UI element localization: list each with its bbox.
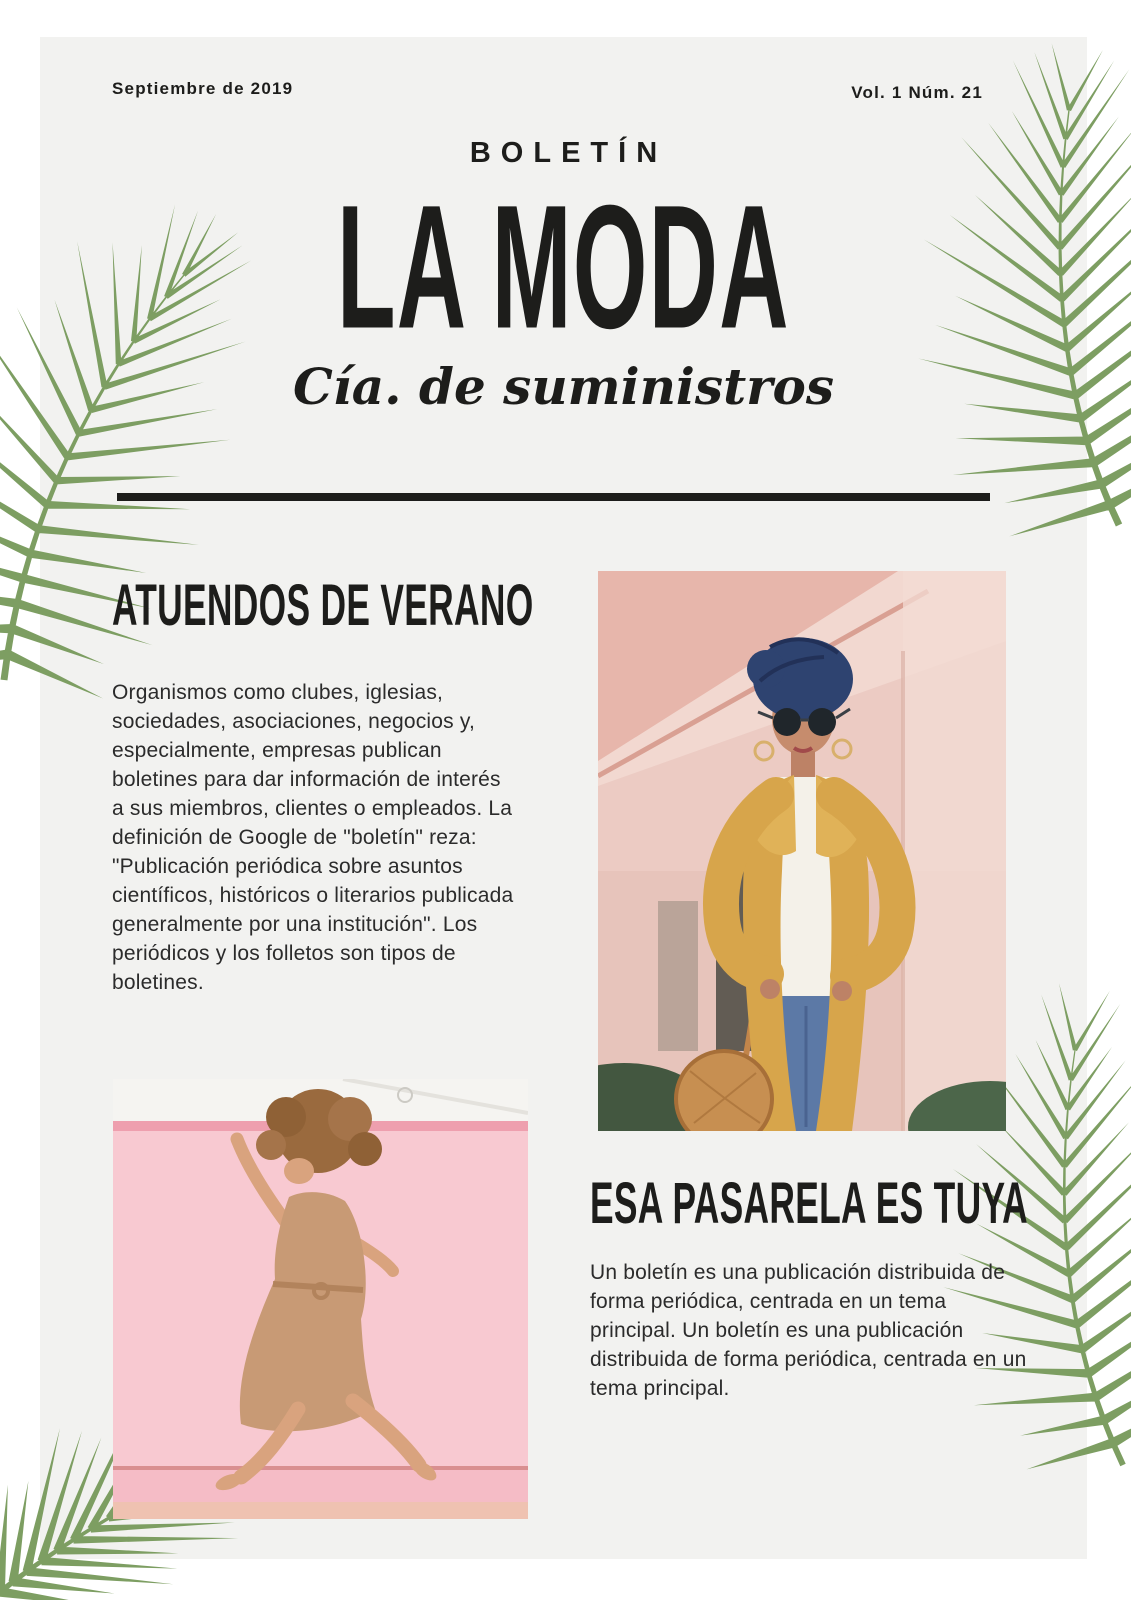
kicker-label: BOLETÍN [469, 137, 668, 169]
article-heading-text: ATUENDOS DE VERANO [112, 573, 534, 638]
page-subtitle: Cía. de suministros [292, 357, 834, 416]
jumping-model-photo [113, 1079, 528, 1519]
street-style-photo-art [598, 571, 1006, 1131]
jumping-model-photo-art [113, 1079, 528, 1519]
article-heading-runway [590, 1171, 1131, 1236]
issue-date: Septiembre de 2019 [112, 79, 294, 98]
volume-number: Vol. 1 Núm. 21 [851, 83, 983, 102]
article-body-runway: Un boletín es una publicación distribuida de forma periódica, centrada en un tema principal. Un boletín es una publicación distribuida de forma periódica, centrada en un tema principal. [590, 1261, 1027, 1400]
article-body-summer-outfits: Organismos como clubes, iglesias, sociedades, asociaciones, negocios y, especialmente, empresas publican boletines para dar información de interés a sus miembros, clientes o empleados. La definición de Google de "boletín" reza: "Publicación periódica sobre asuntos científicos, históricos o literarios publicada generalmente por una institución". Los periódicos y los folletos son tipos de boletines. [112, 681, 514, 994]
divider-rule [117, 493, 990, 501]
page-title-text: LA MODA [337, 168, 790, 365]
page-title [40, 168, 1087, 365]
street-style-photo [598, 571, 1006, 1131]
article-heading-text: ESA PASARELA ES TUYA [590, 1171, 1028, 1236]
